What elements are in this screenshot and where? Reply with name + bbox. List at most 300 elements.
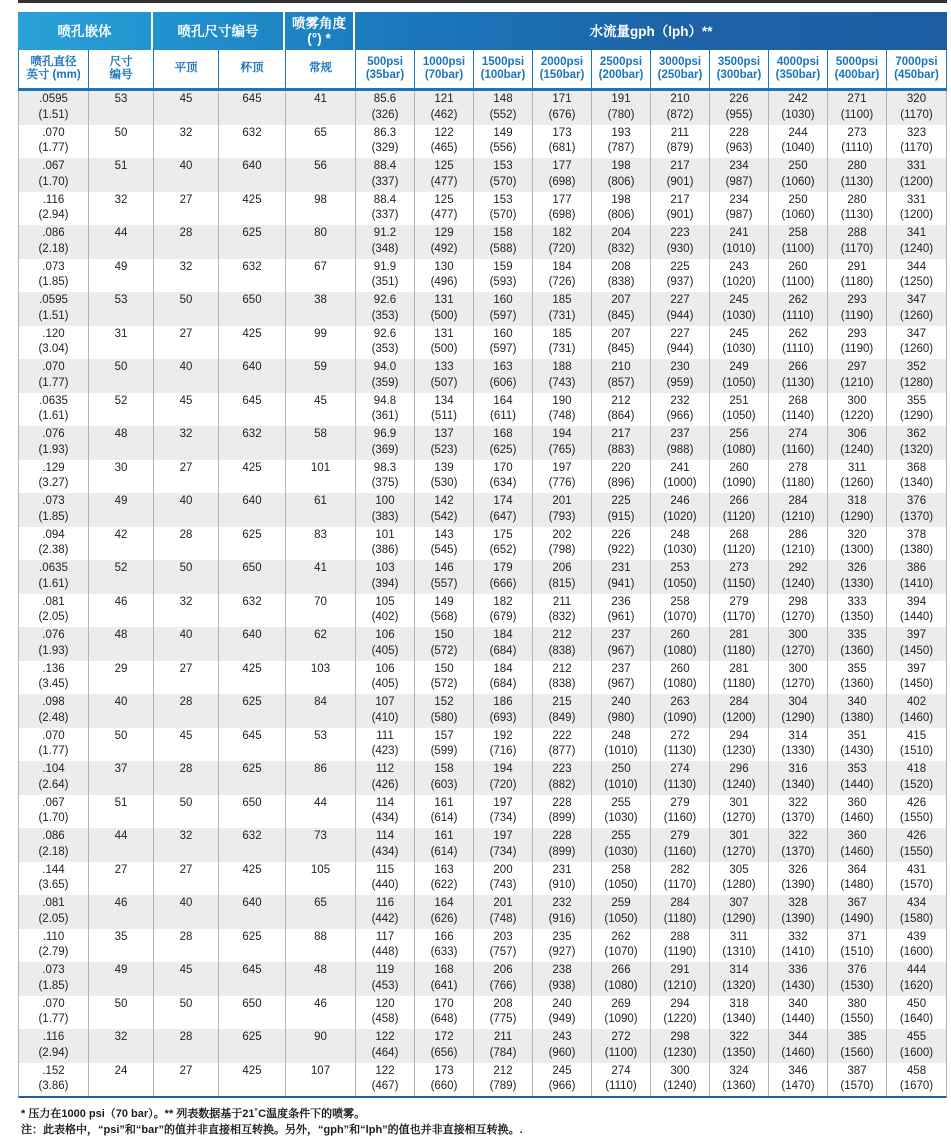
gph-value: 284: [729, 696, 749, 708]
gph-value: 153: [493, 160, 513, 172]
cell-value-secondary: [89, 275, 153, 291]
lph-value: (1050): [722, 376, 756, 389]
lph-value: (988): [666, 443, 694, 456]
column-header-line2: (300bar): [716, 69, 762, 81]
lph-value: (793): [548, 510, 576, 523]
flow-rate-cell: [828, 192, 887, 226]
cell-value-secondary: [89, 510, 153, 526]
lph-value: (1120): [722, 544, 756, 556]
flow-rate-cell: [356, 192, 415, 226]
cell-value: 40: [114, 696, 128, 708]
cell-value: .116: [42, 1031, 65, 1043]
lph-value: (660): [430, 1080, 458, 1092]
cell-value-secondary: [286, 141, 355, 157]
cell-value-secondary: (1.51): [38, 108, 69, 121]
flat-top-cell: [154, 862, 219, 896]
gph-value: 201: [552, 495, 572, 507]
lph-value: (1210): [781, 544, 815, 556]
gph-value: 210: [670, 93, 690, 105]
gph-value: 206: [552, 562, 572, 574]
flow-rate-cell: [887, 761, 946, 795]
cell-value-secondary: [89, 1012, 153, 1028]
cell-value: 49: [114, 260, 128, 273]
flow-rate-cell: [710, 460, 769, 494]
flow-rate-cell: [533, 527, 592, 561]
cell-value-secondary: [286, 342, 355, 358]
group-header-orifice-size-number: [153, 12, 285, 50]
gph-value: 386: [906, 562, 927, 574]
gph-value: 179: [493, 562, 513, 574]
gph-value: 133: [434, 361, 454, 373]
gph-value: 157: [434, 729, 454, 742]
gph-value: 217: [670, 193, 690, 206]
flat-top-cell: [154, 728, 219, 762]
cell-value-secondary: [219, 677, 285, 693]
lph-value: (599): [430, 745, 458, 757]
cell-value: 107: [310, 1064, 331, 1077]
gph-value: 170: [493, 461, 513, 474]
lph-value: (963): [725, 142, 753, 154]
lph-value: (557): [430, 577, 458, 590]
lph-value: (857): [607, 376, 635, 389]
cell-value-secondary: [219, 845, 285, 861]
flow-rate-cell: [710, 862, 769, 896]
gph-value: 397: [906, 662, 927, 675]
cell-value: 425: [242, 327, 262, 340]
size-number-cell: [89, 962, 154, 996]
gph-value: 368: [906, 461, 927, 474]
flow-rate-cell: [533, 560, 592, 594]
flow-rate-cell: [474, 996, 533, 1030]
cell-value: .081: [42, 897, 65, 909]
lph-value: (1090): [663, 711, 697, 724]
gph-value: 211: [552, 595, 572, 608]
cell-value: 44: [314, 796, 327, 809]
gph-value: 198: [611, 160, 631, 172]
cell-value-secondary: [219, 711, 285, 727]
column-header-line1: 500psi: [367, 55, 403, 68]
cell-value-secondary: [286, 208, 355, 224]
orifice-diameter-cell: [19, 91, 89, 125]
lph-value: (588): [489, 242, 517, 255]
gph-value: 279: [670, 796, 690, 809]
gph-value: 85.6: [373, 93, 397, 105]
flow-rate-cell: [533, 460, 592, 494]
flow-rate-cell: [533, 259, 592, 293]
group-header-flow-rate: [355, 12, 947, 50]
flow-rate-cell: [710, 292, 769, 326]
gph-value: 256: [729, 428, 749, 440]
cell-value-secondary: [286, 476, 355, 492]
cell-value-secondary: [219, 141, 285, 157]
cell-value-secondary: [154, 208, 218, 224]
gph-value: 130: [434, 260, 454, 273]
flow-rate-cell: [592, 527, 651, 561]
flow-rate-cell: [415, 460, 474, 494]
lph-value: (806): [607, 209, 635, 221]
cell-value-secondary: (3.65): [38, 879, 69, 891]
cell-value-secondary: [89, 945, 153, 961]
lph-value: (552): [489, 108, 517, 121]
gph-value: 198: [611, 193, 631, 206]
lph-value: (351): [371, 276, 399, 288]
cell-value: 28: [179, 1031, 193, 1043]
size-number-cell: [89, 728, 154, 762]
flow-rate-cell: [533, 1029, 592, 1063]
flow-rate-cell: [828, 460, 887, 494]
cell-value-secondary: [286, 543, 355, 559]
gph-value: 172: [434, 1031, 454, 1043]
lph-value: (937): [666, 276, 694, 288]
gph-value: 227: [670, 294, 690, 306]
flow-rate-cell: [887, 661, 946, 695]
lph-value: (1170): [722, 611, 756, 623]
gph-value: 231: [611, 562, 631, 574]
flow-rate-cell: [769, 91, 828, 125]
cell-value: 32: [114, 1031, 128, 1043]
lph-value: (879): [666, 142, 694, 154]
gph-value: 116: [375, 897, 395, 909]
flow-rate-cell: [415, 326, 474, 360]
column-header: [769, 50, 828, 88]
cell-value-secondary: [219, 242, 285, 258]
cell-value-secondary: (1.77): [38, 745, 69, 757]
cell-value: 632: [242, 126, 262, 139]
lph-value: (1060): [781, 175, 815, 188]
flow-rate-cell: [769, 192, 828, 226]
lph-value: (1450): [899, 678, 934, 690]
table-row: [19, 594, 946, 628]
orifice-diameter-cell: [19, 1029, 89, 1063]
flow-rate-cell: [887, 929, 946, 963]
gph-value: 237: [611, 662, 631, 675]
flow-rate-cell: [710, 493, 769, 527]
flow-rate-cell: [651, 1029, 710, 1063]
flow-rate-cell: [769, 292, 828, 326]
orifice-diameter-cell: [19, 460, 89, 494]
lph-value: (1260): [899, 309, 934, 322]
flow-rate-cell: [828, 493, 887, 527]
column-header-line2: (200bar): [598, 69, 644, 81]
gph-value: 96.9: [373, 428, 397, 440]
flow-rate-cell: [415, 527, 474, 561]
flow-rate-cell: [710, 393, 769, 427]
cell-value-secondary: [154, 778, 218, 794]
lph-value: (440): [371, 879, 399, 891]
orifice-diameter-cell: [19, 761, 89, 795]
lph-value: (1340): [722, 1013, 756, 1025]
flow-rate-cell: [474, 694, 533, 728]
flow-rate-cell: [592, 661, 651, 695]
orifice-diameter-cell: [19, 627, 89, 661]
gph-value: 111: [376, 729, 394, 742]
flow-rate-cell: [710, 560, 769, 594]
spray-angle-cell: [286, 694, 356, 728]
gph-value: 431: [906, 863, 927, 876]
gph-value: 291: [847, 260, 867, 273]
cell-value-secondary: [286, 778, 355, 794]
orifice-diameter-cell: [19, 996, 89, 1030]
cell-value-secondary: [154, 1012, 218, 1028]
gph-value: 194: [552, 428, 572, 440]
size-number-cell: [89, 125, 154, 159]
cell-value: .070: [42, 361, 65, 373]
lph-value: (1460): [899, 711, 934, 724]
lph-value: (545): [430, 544, 458, 556]
cell-value: .116: [42, 193, 65, 206]
lph-value: (910): [548, 879, 576, 891]
lph-value: (348): [371, 242, 399, 255]
lph-value: (1080): [722, 443, 756, 456]
flow-rate-cell: [710, 795, 769, 829]
flow-rate-cell: [356, 661, 415, 695]
lph-value: (1130): [663, 745, 697, 757]
column-header-line2: (150bar): [539, 69, 585, 81]
cell-value-secondary: [89, 443, 153, 459]
lph-value: (1130): [840, 209, 874, 221]
flow-rate-cell: [415, 292, 474, 326]
cell-value-secondary: [219, 108, 285, 124]
gph-value: 273: [729, 562, 749, 574]
flow-rate-cell: [887, 125, 946, 159]
flow-rate-cell: [651, 359, 710, 393]
flow-rate-cell: [415, 393, 474, 427]
gph-value: 294: [670, 997, 690, 1010]
size-number-cell: [89, 393, 154, 427]
spray-angle-cell: [286, 225, 356, 259]
spray-angle-cell: [286, 125, 356, 159]
flow-rate-cell: [415, 795, 474, 829]
cell-value-secondary: [286, 1079, 355, 1095]
lph-value: (496): [430, 276, 458, 288]
lph-value: (1180): [663, 912, 697, 925]
flow-rate-cell: [651, 292, 710, 326]
cell-value: 27: [179, 461, 193, 474]
lph-value: (641): [430, 979, 458, 992]
lph-value: (1350): [840, 611, 874, 623]
lph-value: (1580): [899, 912, 934, 925]
cell-value-secondary: [286, 175, 355, 191]
column-header-line2: (35bar): [365, 69, 405, 81]
table-row: [19, 259, 946, 293]
lph-value: (1300): [840, 544, 874, 556]
cell-value-secondary: (1.70): [38, 812, 69, 824]
orifice-diameter-cell: [19, 125, 89, 159]
flow-rate-cell: [592, 192, 651, 226]
flow-rate-cell: [474, 292, 533, 326]
gph-value: 227: [670, 327, 690, 340]
gph-value: 208: [493, 997, 513, 1010]
gph-value: 260: [729, 461, 749, 474]
gph-value: 105: [375, 595, 395, 608]
gph-value: 184: [552, 260, 572, 273]
lph-value: (1080): [604, 979, 638, 992]
gph-value: 376: [906, 495, 927, 507]
flow-rate-cell: [710, 929, 769, 963]
flow-rate-cell: [769, 259, 828, 293]
gph-value: 139: [434, 461, 454, 474]
group-label-line2: (°) *: [307, 31, 331, 46]
gph-value: 320: [847, 528, 867, 541]
column-header: [219, 50, 286, 88]
lph-value: (1290): [899, 410, 934, 422]
spray-angle-cell: [286, 661, 356, 695]
gph-value: 234: [729, 160, 749, 172]
cell-value: 425: [242, 1064, 262, 1077]
gph-value: 263: [670, 696, 690, 708]
lph-value: (353): [371, 309, 399, 322]
column-header: [474, 50, 533, 88]
cell-value: 645: [242, 964, 262, 976]
gph-value: 402: [906, 696, 927, 708]
cell-value: .098: [42, 696, 65, 708]
flow-rate-cell: [592, 1063, 651, 1097]
lph-value: (606): [489, 376, 517, 389]
gph-value: 378: [906, 528, 927, 541]
cell-value-secondary: [154, 644, 218, 660]
gph-value: 282: [670, 863, 690, 876]
spray-angle-cell: [286, 895, 356, 929]
lph-value: (944): [666, 343, 694, 355]
gph-value: 137: [434, 428, 454, 440]
cell-value-secondary: (2.79): [38, 946, 69, 958]
cell-value-secondary: [89, 577, 153, 593]
gph-value: 129: [434, 227, 454, 239]
lph-value: (1210): [840, 376, 874, 389]
column-header: [533, 50, 592, 88]
gph-value: 150: [434, 629, 454, 641]
cup-top-cell: [219, 1063, 286, 1097]
flow-rate-cell: [828, 359, 887, 393]
spray-angle-cell: [286, 359, 356, 393]
size-number-cell: [89, 359, 154, 393]
lph-value: (1240): [781, 577, 815, 590]
cell-value-secondary: [286, 945, 355, 961]
gph-value: 241: [670, 461, 690, 474]
size-number-cell: [89, 996, 154, 1030]
flat-top-cell: [154, 996, 219, 1030]
cell-value: 32: [179, 595, 193, 608]
flow-rate-cell: [828, 225, 887, 259]
group-header-spray-angle: [285, 12, 355, 50]
flow-rate-cell: [651, 594, 710, 628]
size-number-cell: [89, 761, 154, 795]
gph-value: 335: [847, 629, 867, 641]
gph-value: 148: [493, 93, 513, 105]
lph-value: (1360): [840, 678, 874, 690]
gph-value: 120: [375, 997, 395, 1010]
cell-value: .0595: [39, 294, 68, 306]
lph-value: (765): [548, 443, 576, 456]
table-row: [19, 1063, 946, 1097]
column-header-line1: 2500psi: [599, 55, 643, 68]
gph-value: 353: [847, 763, 867, 775]
flow-rate-cell: [887, 694, 946, 728]
cell-value: 625: [242, 930, 262, 943]
gph-value: 320: [906, 93, 927, 105]
cell-value: 32: [179, 126, 193, 139]
lph-value: (666): [489, 577, 517, 590]
gph-value: 322: [788, 830, 808, 842]
lph-value: (1270): [781, 678, 815, 690]
gph-value: 173: [434, 1064, 454, 1077]
flow-rate-cell: [887, 493, 946, 527]
cell-value: 24: [114, 1064, 128, 1077]
gph-value: 174: [493, 495, 513, 507]
cell-value: 88: [314, 930, 327, 943]
gph-value: 161: [434, 830, 454, 842]
cell-value-secondary: (3.27): [38, 477, 69, 489]
flat-top-cell: [154, 895, 219, 929]
column-header-line1: 喷孔直径: [30, 55, 77, 68]
flow-rate-cell: [592, 125, 651, 159]
orifice-diameter-cell: [19, 493, 89, 527]
flow-rate-cell: [887, 259, 946, 293]
cell-value: 62: [314, 629, 327, 641]
flow-rate-cell: [474, 158, 533, 192]
lph-value: (883): [607, 443, 635, 456]
gph-value: 318: [847, 495, 867, 507]
cell-value-secondary: [219, 476, 285, 492]
flow-rate-cell: [769, 661, 828, 695]
lph-value: (1090): [604, 1013, 638, 1025]
gph-value: 163: [434, 863, 454, 876]
gph-value: 316: [788, 763, 808, 775]
cell-value: 650: [242, 294, 262, 306]
cell-value: 640: [242, 629, 262, 641]
gph-value: 107: [375, 696, 395, 708]
table-row: [19, 493, 946, 527]
cell-value: 27: [179, 193, 193, 206]
lph-value: (648): [430, 1013, 458, 1025]
lph-value: (1110): [605, 1080, 637, 1092]
lph-value: (845): [607, 309, 635, 322]
cell-value-secondary: [89, 845, 153, 861]
lph-value: (1130): [663, 778, 697, 791]
flow-rate-cell: [769, 393, 828, 427]
gph-value: 340: [788, 997, 808, 1010]
gph-value: 274: [788, 428, 808, 440]
lph-value: (329): [371, 142, 399, 154]
gph-value: 201: [493, 897, 513, 909]
gph-value: 241: [729, 227, 749, 239]
lph-value: (1340): [899, 477, 934, 489]
cell-value: 625: [242, 1031, 262, 1043]
cell-value-secondary: [89, 342, 153, 358]
gph-value: 296: [729, 763, 749, 775]
lph-value: (523): [430, 443, 458, 456]
gph-value: 281: [729, 662, 749, 675]
header-band: [18, 12, 947, 50]
cell-value: .094: [42, 528, 65, 541]
cell-value: 90: [314, 1031, 327, 1043]
size-number-cell: [89, 694, 154, 728]
lph-value: (1010): [604, 745, 638, 757]
lph-value: (1170): [900, 142, 933, 154]
cell-value-secondary: [154, 912, 218, 928]
lph-value: (1290): [781, 711, 815, 724]
lph-value: (1200): [899, 175, 934, 188]
gph-value: 223: [552, 763, 572, 775]
cell-value: 40: [179, 160, 193, 172]
spray-angle-cell: [286, 91, 356, 125]
cell-value-secondary: [89, 1079, 153, 1095]
cell-value-secondary: [89, 141, 153, 157]
lph-value: (656): [430, 1046, 458, 1059]
flow-rate-cell: [356, 460, 415, 494]
cell-value: .104: [42, 763, 65, 775]
cell-value-secondary: [219, 409, 285, 425]
